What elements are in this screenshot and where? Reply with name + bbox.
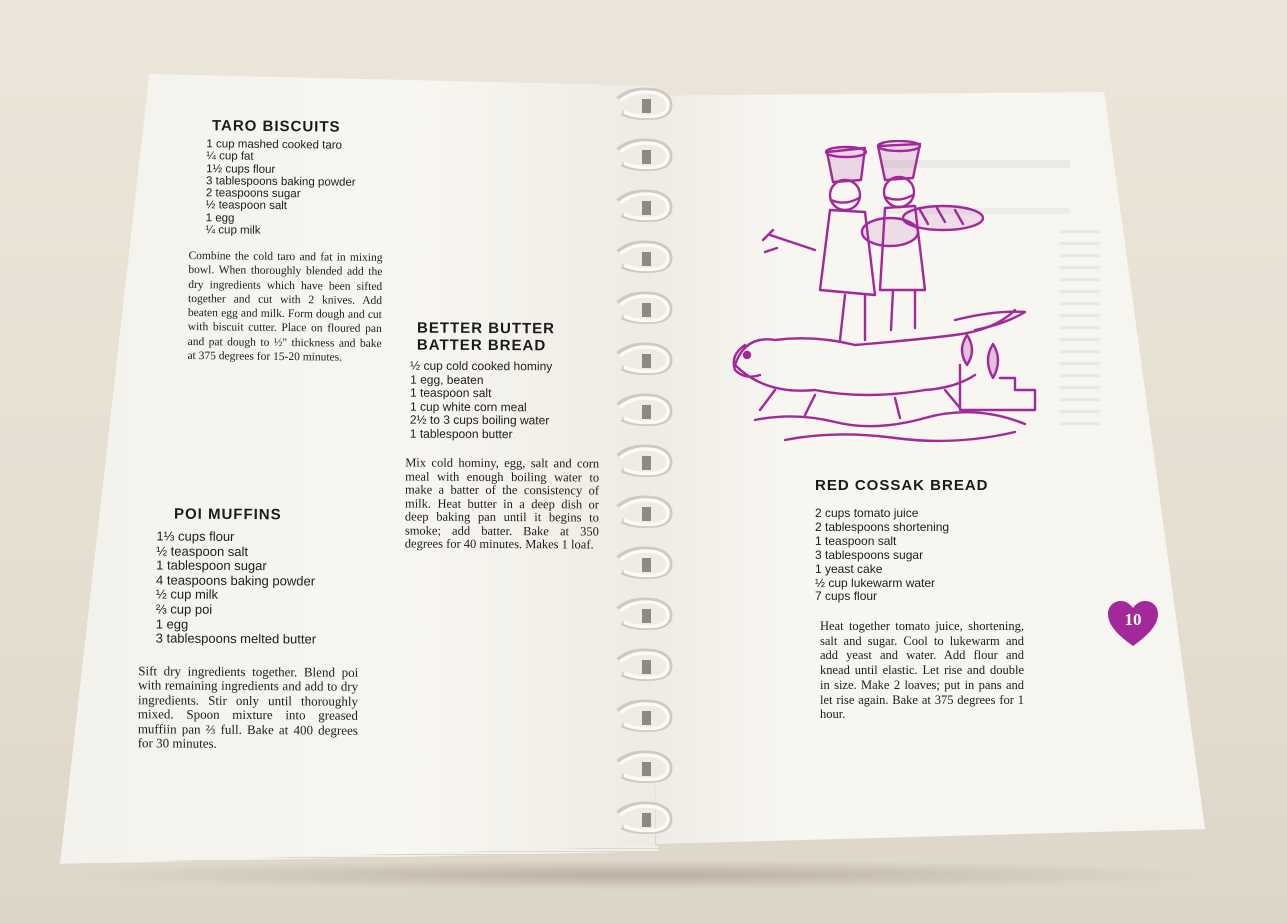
spiral-coil: [618, 804, 670, 832]
book-shadow: [70, 860, 1210, 890]
spiral-coil: [618, 549, 670, 577]
ingredient-item: 1 egg: [205, 211, 235, 225]
ingredient-item: ½ teaspoon salt: [205, 199, 288, 213]
red-cossak-bread-title: RED COSSAK BREAD: [815, 477, 989, 494]
spiral-coil: [618, 396, 670, 424]
spiral-coil: [618, 141, 670, 169]
poi-muffins-ingredients: [156, 529, 317, 647]
ingredient-item: 2 teaspoons sugar: [205, 187, 301, 201]
spiral-binding: [612, 85, 692, 835]
ingredient-item: 2 tablespoons shortening: [815, 519, 950, 534]
ingredient-item: 3 tablespoons sugar: [815, 547, 924, 562]
better-butter-batter-bread-method: Mix cold hominy, egg, salt and corn meal with enough boiling water to make a batter of the consistency of milk. Heat butter in a deep dish or deep baking pan until it begins to smoke; add batter. Bake at 350 degrees for 40 minutes. Makes 1 loaf.: [404, 455, 600, 552]
spiral-coil: [618, 600, 670, 628]
ingredient-item: 1 cup white corn meal: [409, 399, 527, 415]
ingredient-item: 1 teaspoon salt: [410, 385, 492, 401]
ingredient-item: 1⅓ cups flour: [156, 528, 235, 544]
taro-biscuits-method: Combine the cold taro and fat in mixing bowl. When thoroughly blended add the dry ingredients which have been sifted together and cut with 2 knives. Add beaten egg and milk. Form dough and cut with biscuit cutter. Place on floured pan and pat dough to ½" thickness and bake at 375 degrees for 15-20 minutes.: [187, 249, 383, 364]
ingredient-item: ½ teaspoon salt: [156, 543, 249, 559]
ingredient-item: 3 tablespoons baking powder: [206, 175, 356, 189]
ingredient-item: ¼ cup milk: [205, 224, 261, 237]
ingredient-item: 7 cups flour: [815, 589, 878, 604]
spiral-coil: [618, 345, 670, 373]
ingredient-item: 1 tablespoon sugar: [156, 557, 267, 574]
ingredient-item: ⅔ cup poi: [155, 601, 213, 617]
ingredient-item: 1 cup mashed cooked taro: [206, 138, 343, 152]
ingredient-item: 1½ cups flour: [206, 162, 276, 176]
spiral-coil: [618, 498, 670, 526]
taro-biscuits-title: TARO BISCUITS: [211, 117, 341, 136]
poi-muffins-title: POI MUFFINS: [173, 505, 282, 524]
spiral-coil: [618, 447, 670, 475]
red-cossak-bread-ingredients: [815, 507, 949, 604]
ingredient-item: ½ cup lukewarm water: [815, 575, 936, 590]
cossacks-illustration: [715, 140, 1055, 460]
spiral-coil: [618, 90, 670, 118]
ingredient-item: ½ cup milk: [155, 586, 219, 603]
spiral-coil: [618, 192, 670, 220]
ingredient-item: 4 teaspoons baking powder: [156, 572, 316, 589]
ingredient-item: 1 teaspoon salt: [815, 533, 897, 548]
better-butter-batter-bread-title: BETTER BUTTER BATTER BREAD: [416, 319, 556, 355]
ingredient-item: 1 egg: [155, 616, 189, 632]
ingredient-item: ¼ cup fat: [206, 150, 254, 164]
red-cossak-bread-method: Heat together tomato juice, shortening, salt and sugar. Cool to lukewarm and add yeast and water. Add flour and knead until elastic. Let rise and double in size. Make 2 loaves; put in pans and let rise again. Bake at 375 degrees for 1 hour.: [820, 619, 1024, 722]
ingredient-item: 1 egg, beaten: [410, 372, 484, 387]
poi-muffins-method: Sift dry ingredients together. Blend poi with remaining ingredients and add to dry ingredients. Stir only until thoroughly mixed. Spoon mixture into greased muffiin pan ⅔ full. Bake at 400 degrees for 30 minutes.: [137, 663, 359, 751]
spiral-coil: [618, 294, 670, 322]
better-butter-batter-bread-ingredients: [410, 360, 553, 442]
ingredient-item: 1 yeast cake: [815, 561, 883, 576]
ingredient-item: ½ cup cold cooked hominy: [410, 358, 553, 374]
ingredient-item: 1 tablespoon butter: [409, 426, 513, 442]
taro-biscuits-ingredients: [205, 138, 356, 238]
bleed-through-text: [1060, 230, 1100, 430]
ingredient-item: 2½ to 3 cups boiling water: [409, 413, 550, 428]
ingredient-item: 2 cups tomato juice: [815, 506, 919, 520]
page-number: 10: [1124, 610, 1142, 629]
ingredient-item: 3 tablespoons melted butter: [155, 630, 317, 647]
spiral-coil: [618, 243, 670, 271]
spiral-coil: [618, 702, 670, 730]
spiral-coil: [618, 651, 670, 679]
spiral-coil: [618, 753, 670, 781]
